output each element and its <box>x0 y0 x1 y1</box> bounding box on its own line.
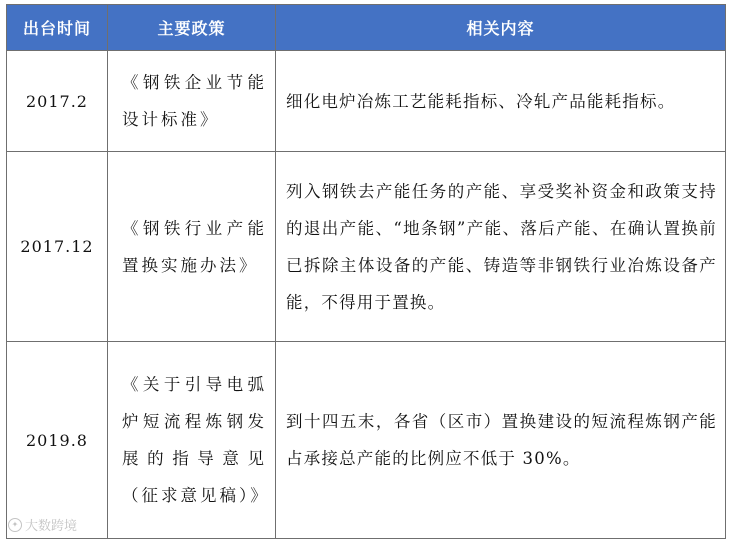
row-content: 细化电炉冶炼工艺能耗指标、冷轧产品能耗指标。 <box>276 51 726 152</box>
row-policy: 《钢铁行业产能置换实施办法》 <box>108 152 276 342</box>
row-content: 到十四五末，各省（区市）置换建设的短流程炼钢产能占承接总产能的比例应不低于 30%。 <box>276 342 726 539</box>
header-content: 相关内容 <box>276 5 726 51</box>
table-header-row <box>7 5 726 51</box>
header-date: 出台时间 <box>7 5 108 51</box>
table-row <box>7 152 726 342</box>
header-policy: 主要政策 <box>108 5 276 51</box>
table-row <box>7 342 726 539</box>
row-date: 2017.12 <box>7 152 108 342</box>
row-content: 列入钢铁去产能任务的产能、享受奖补资金和政策支持的退出产能、“地条钢”产能、落后产能、在确认置换前已拆除主体设备的产能、铸造等非钢铁行业冶炼设备产能，不得用于置换。 <box>276 152 726 342</box>
watermark <box>8 515 77 534</box>
table-row <box>7 51 726 152</box>
policy-table <box>6 4 726 539</box>
row-policy: 《关于引导电弧炉短流程炼钢发展的指导意见（征求意见稿）》 <box>108 342 276 539</box>
watermark-text: 大数跨境 <box>25 519 78 534</box>
row-date: 2019.8 <box>7 342 108 539</box>
watermark-logo-icon: ✦ <box>8 518 22 532</box>
row-policy: 《钢铁企业节能设计标准》 <box>108 51 276 152</box>
row-date: 2017.2 <box>7 51 108 152</box>
